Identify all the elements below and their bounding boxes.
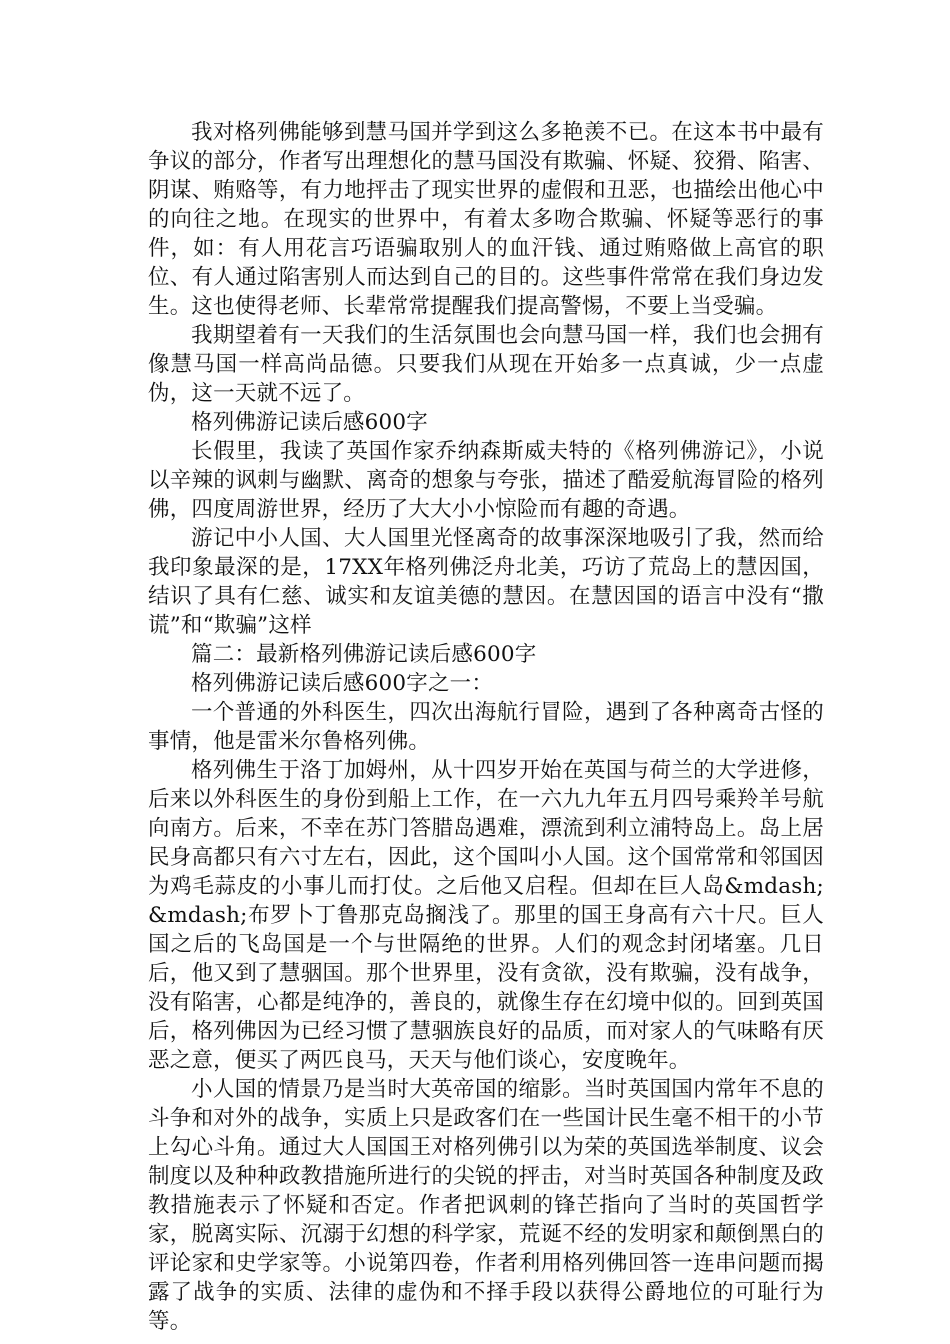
paragraph-2: 我期望着有一天我们的生活氛围也会向慧马国一样，我们也会拥有像慧马国一样高尚品德。只要我们从现在开始多一点真诚，少一点虚伪，这一天就不远了。: [148, 323, 824, 406]
paragraph-5: 一个普通的外科医生，四次出海航行冒险，遇到了各种离奇古怪的事情，他是雷米尔鲁格列佛。: [148, 700, 824, 754]
paragraph-6: 格列佛生于洛丁加姆州，从十四岁开始在英国与荷兰的大学进修，后来以外科医生的身份到船上工作，在一六九九年五月四号乘羚羊号航向南方。后来，不幸在苏门答腊岛遇难，漂流到利立浦特岛上。岛上居民身高都只有六寸左右，因此，这个国叫小人国。这个国常常和邻国因为鸡毛蒜皮的小事儿而打仗。之后他又启程。但却在巨人岛&mdash;&mdash;布罗卜丁鲁那克岛搁浅了。那里的国王身高有六十尺。巨人国之后的飞岛国是一个与世隔绝的世界。人们的观念封闭堵塞。几日后，他又到了慧骃国。那个世界里，没有贪欲，没有欺骗，没有战争，没有陷害，心都是纯净的，善良的，就像生存在幻境中似的。回到英国后，格列佛因为已经习惯了慧骃族良好的品质，而对家人的气味略有厌恶之意，便买了两匹良马，天天与他们谈心，安度晚年。: [148, 758, 824, 1073]
section-subheading: 格列佛游记读后感600字之一：: [191, 671, 494, 696]
section-heading-2: 篇二：最新格列佛游记读后感600字: [191, 642, 537, 667]
paragraph-3: 长假里，我读了英国作家乔纳森斯威夫特的《格列佛游记》，小说以辛辣的讽刺与幽默、离奇的想象与夸张，描述了酷爱航海冒险的格列佛，四度周游世界，经历了大大小小惊险而有趣的奇遇。: [148, 439, 824, 522]
paragraph-7: 小人国的情景乃是当时大英帝国的缩影。当时英国国内常年不息的斗争和对外的战争，实质上只是政客们在一些国计民生毫不相干的小节上勾心斗角。通过大人国国王对格列佛引以为荣的英国选举制度、议会制度以及种种政教措施所进行的尖锐的抨击，对当时英国各种制度及政教措施表示了怀疑和否定。作者把讽刺的锋芒指向了当时的英国哲学家，脱离实际、沉溺于幻想的科学家，荒诞不经的发明家和颠倒黑白的评论家和史学家等。小说第四卷，作者利用格列佛回答一连串问题而揭露了战争的实质、法律的虚伪和不择手段以获得公爵地位的可耻行为等。: [148, 1077, 824, 1334]
section-heading-1: 格列佛游记读后感600字: [191, 410, 428, 435]
document-body: [148, 118, 824, 1336]
paragraph-1: 我对格列佛能够到慧马国并学到这么多艳羡不已。在这本书中最有争议的部分，作者写出理想化的慧马国没有欺骗、怀疑、狡猾、陷害、阴谋、贿赂等，有力地抨击了现实世界的虚假和丑恶，也描绘出他心中的向往之地。在现实的世界中，有着太多吻合欺骗、怀疑等恶行的事件，如：有人用花言巧语骗取别人的血汗钱、通过贿赂做上高官的职位、有人通过陷害别人而达到自己的目的。这些事件常常在我们身边发生。这也使得老师、长辈常常提醒我们提高警惕，不要上当受骗。: [148, 120, 824, 319]
paragraph-4: 游记中小人国、大人国里光怪离奇的故事深深地吸引了我，然而给我印象最深的是，17XX年格列佛泛舟北美，巧访了荒岛上的慧因国，结识了具有仁慈、诚实和友谊美德的慧因。在慧因国的语言中没有“撒谎”和“欺骗”这样: [148, 526, 824, 638]
